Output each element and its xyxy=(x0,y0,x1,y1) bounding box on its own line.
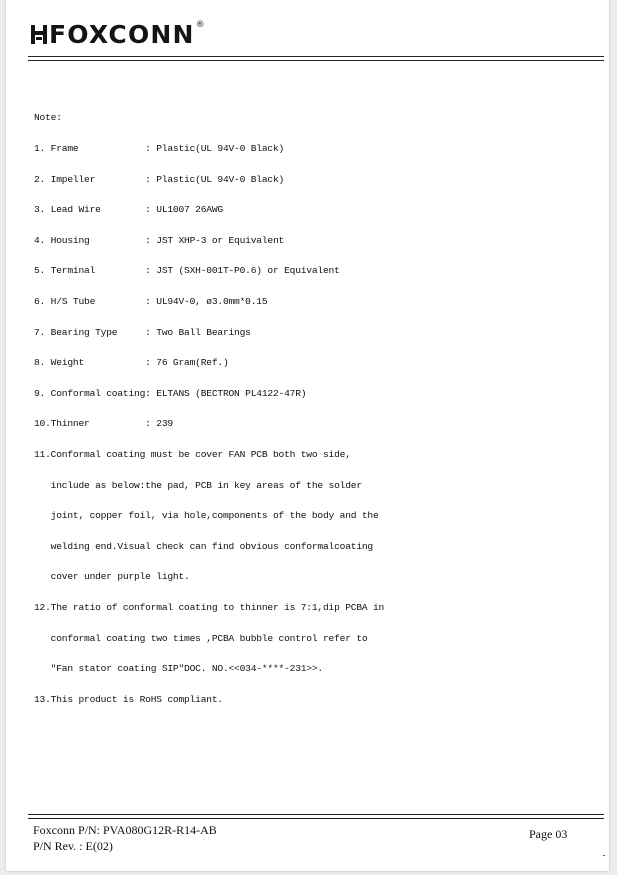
footer-part-info xyxy=(33,822,217,854)
note-line: 6. H/S Tube : UL94V-0, ø3.0mm*0.15 xyxy=(34,295,268,307)
corner-mark xyxy=(603,855,605,856)
note-line: 1. Frame : Plastic(UL 94V-0 Black) xyxy=(34,143,285,154)
footer-rule-thin xyxy=(28,814,604,815)
footer-rule-thick xyxy=(28,818,604,819)
page-number: Page 03 xyxy=(529,827,568,841)
note-line: 8. Weight : 76 Gram(Ref.) xyxy=(34,357,229,369)
note-line: conformal coating two times ,PCBA bubble control refer to xyxy=(34,632,368,644)
note-line: 4. Housing : JST XHP-3 or Equivalent xyxy=(34,234,285,246)
foxconn-f-mark-icon xyxy=(31,25,47,44)
footer-revision: P/N Rev. : E(02) xyxy=(33,839,113,853)
note-line: joint, copper foil, via hole,components of the body and the xyxy=(34,510,379,522)
document-page xyxy=(6,0,609,871)
note-line: cover under purple light. xyxy=(34,571,190,583)
note-line: 11.Conformal coating must be cover FAN PCB both two side, xyxy=(34,448,351,460)
header-rule-thin xyxy=(28,56,604,57)
foxconn-logo xyxy=(31,22,205,47)
note-line: 2. Impeller : Plastic(UL 94V-0 Black) xyxy=(34,173,285,185)
note-line: 10.Thinner : 239 xyxy=(34,418,173,430)
logo-wordmark: FOXCONN xyxy=(49,20,195,49)
footer-part-number: Foxconn P/N: PVA080G12R-R14-AB xyxy=(33,823,217,837)
note-line: 7. Bearing Type : Two Ball Bearings xyxy=(34,326,251,338)
note-line: 5. Terminal : JST (SXH-001T-P0.6) or Equivalent xyxy=(34,265,340,277)
note-line: 9. Conformal coating: ELTANS (BECTRON PL4122-47R) xyxy=(34,387,307,399)
note-line: 13.This product is RoHS compliant. xyxy=(34,693,223,705)
notes-block xyxy=(34,93,594,725)
registered-mark: ® xyxy=(195,20,205,30)
header-rule-thick xyxy=(28,60,604,61)
note-line: "Fan stator coating SIP"DOC. NO.<<034-****-231>>. xyxy=(34,663,323,675)
notes-heading: Note: xyxy=(34,112,62,124)
note-line: include as below:the pad, PCB in key areas of the solder xyxy=(34,479,362,491)
note-line: welding end.Visual check can find obvious conformalcoating xyxy=(34,540,373,552)
note-line: 3. Lead Wire : UL1007 26AWG xyxy=(34,204,223,216)
note-line: 12.The ratio of conformal coating to thinner is 7:1,dip PCBA in xyxy=(34,601,385,613)
